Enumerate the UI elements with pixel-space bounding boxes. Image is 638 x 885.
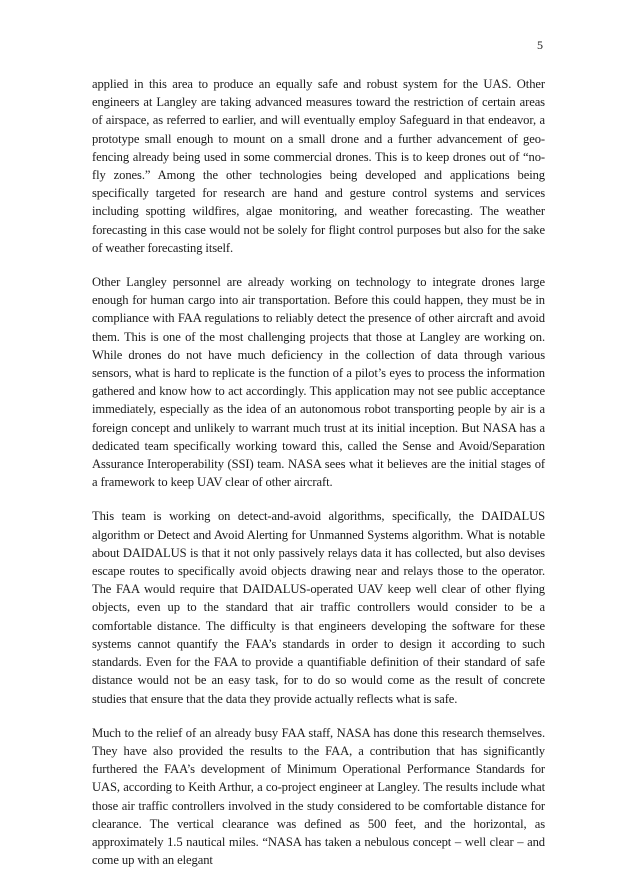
paragraph-2: Other Langley personnel are already working on technology to integrate drones large enough for human cargo into air transportation. Before this could happen, they must be in compliance with FAA regulations to reliably detect the presence of other aircraft and avoid them. This is one of the most challenging projects that those at Langley are working on. While drones do not have much deficiency in the collection of data through various sensors, what is hard to replicate is the function of a pilot’s eyes to process the information gathered and know how to act accordingly. This application may not see public acceptance immediately, especially as the idea of an autonomous robot transporting people by air is a foreign concept and unlikely to warrant much trust at its initial inception. But NASA has a dedicated team specifically working toward this, called the Sense and Avoid/Separation Assurance Interoperability (SSI) team. NASA sees what it believes are the initial stages of a framework to keep UAV clear of other aircraft.	[92, 275, 545, 490]
paragraph-1: applied in this area to produce an equally safe and robust system for the UAS. Other engineers at Langley are taking advanced measures toward the restriction of certain areas of airspace, as referred to earlier, and will eventually employ Safeguard in that endeavor, a prototype small enough to mount on a small drone and a further advancement of geo-fencing already being used in some commercial drones. This is to keep drones out of “no-fly zones.” Among the other technologies being developed and applications being specifically targeted for research are hand and gesture control systems and services including spotting wildfires, algae monitoring, and weather forecasting. The weather forecasting in this case would not be solely for flight control purposes but also for the sake of weather forecasting itself.	[92, 77, 545, 255]
paragraph-4: Much to the relief of an already busy FAA staff, NASA has done this research themselves. They have also provided the results to the FAA, a contribution that has significantly furthered the FAA’s development of Minimum Operational Performance Standards for UAS, according to Keith Arthur, a co-project engineer at Langley. The results include what those air traffic controllers involved in the study considered to be comfortable distance for clearance. The vertical clearance was defined as 500 feet, and the horizontal, as approximately 1.5 nautical miles. “NASA has taken a nebulous concept – well clear – and come up with an elegant	[92, 725, 545, 868]
page-number: 5	[537, 38, 543, 52]
paragraph-3: This team is working on detect-and-avoid algorithms, specifically, the DAIDALUS algorithm or Detect and Avoid Alerting for Unmanned Systems algorithm. What is notable about DAIDALUS is that it not only passively relays data it has collected, but also devises escape routes to specifically avoid objects drawing near and relays those to the operator. The FAA would require that DAIDALUS-operated UAV keep well clear of other flying objects, even up to the standard that air traffic controllers would consider to be a comfortable distance. The difficulty is that engineers developing the software for these systems cannot quantify the FAA’s standards in order to design it according to such standards. Even for the FAA to provide a quantifiable definition of their standard of safe distance would not be an easy task, for to do so would come as the result of concrete studies that ensure that the data they provide actually reflects what is safe.	[92, 509, 545, 706]
body-text	[92, 75, 545, 885]
